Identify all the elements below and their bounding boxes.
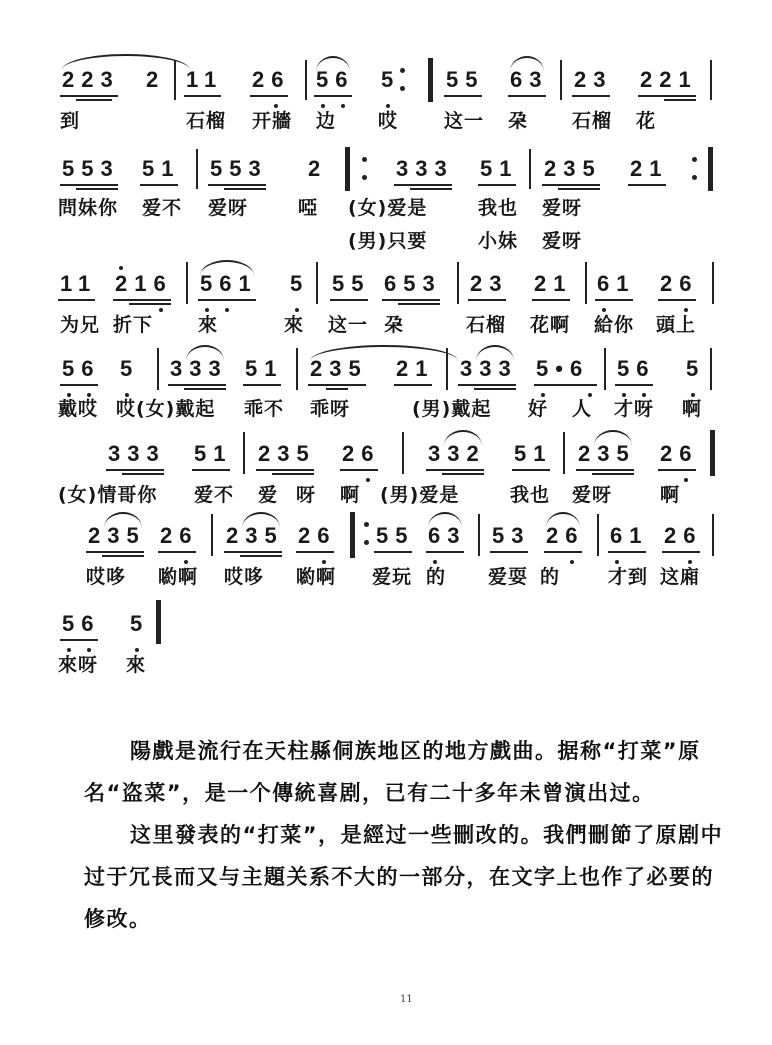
lyric: 來 — [198, 314, 219, 336]
lyric: 花啊 — [530, 314, 571, 336]
commentary — [84, 730, 724, 940]
note-group: 553 — [62, 157, 120, 181]
note-group: 11 — [186, 68, 223, 92]
lyric-alt: 爱呀 — [542, 230, 583, 252]
note-group: 5 — [381, 68, 400, 92]
lyric: 爱呀 — [542, 197, 583, 219]
note-group: 51 — [245, 357, 283, 381]
lyric: 这一 — [444, 110, 485, 132]
note-group: 63 — [428, 524, 466, 548]
note-group: 63 — [510, 68, 548, 92]
note-group: 333 — [396, 157, 454, 181]
lyric: 开牆 — [252, 110, 293, 132]
note-group: 55 — [332, 272, 370, 296]
lyric: 这廂 — [660, 566, 701, 588]
commentary-paragraph-2: 这里發表的“打菜”，是經过一些刪改的。我們刪節了原剧中过于冗長而又与主題关系不大的一部分，在文字上也作了必要的修改。 — [84, 823, 724, 931]
note-group: 653 — [384, 272, 442, 296]
note-group: 235 — [544, 157, 602, 181]
note-group: 61 — [597, 272, 635, 296]
lyric: 爱耍 — [488, 566, 529, 588]
lyric: 的 — [426, 566, 447, 588]
barline — [157, 348, 159, 390]
lyric: 石榴 — [572, 110, 613, 132]
barline — [196, 149, 198, 189]
note-group: 21 — [396, 357, 434, 381]
note-group: 26 — [660, 442, 698, 466]
barline — [446, 348, 448, 390]
barline — [710, 60, 712, 100]
note-group: 2 — [146, 67, 166, 92]
note-group: 26 — [664, 524, 702, 548]
barline — [457, 262, 459, 304]
lyric: 來 — [126, 654, 147, 676]
barline — [243, 432, 245, 474]
lyric: 石榴 — [466, 314, 507, 336]
lyric: 給你 — [594, 314, 635, 336]
lyric: 我也 — [478, 197, 519, 219]
end-barline — [710, 430, 715, 476]
lyric: 乖不 — [244, 398, 285, 420]
lyric: 花 — [636, 110, 657, 132]
lyric: (男)戴起 — [412, 398, 492, 420]
repeat-start-dots — [362, 151, 367, 187]
lyric: 才呀 — [614, 398, 655, 420]
note-group: 23 — [574, 68, 612, 92]
note-group: 53 — [492, 524, 530, 548]
final-barline — [156, 600, 161, 644]
note-group: 51 — [514, 442, 552, 466]
note-group: 61 — [610, 524, 648, 548]
note-group: 26 — [342, 442, 380, 466]
lyric: 哎哆 — [86, 566, 127, 588]
lyric-alt: (男)只要 — [348, 230, 428, 252]
barline — [186, 262, 188, 304]
lyric: 我也 — [510, 484, 551, 506]
note-group: 332 — [428, 442, 486, 466]
page-number: 11 — [400, 994, 413, 1005]
lyric: 朶 — [384, 314, 405, 336]
lyric: 的 — [540, 566, 561, 588]
lyric: 啊 — [660, 484, 681, 506]
barline — [529, 149, 531, 189]
repeat-barline — [350, 512, 355, 558]
lyric: 乖呀 — [310, 398, 351, 420]
lyric: 來 — [284, 314, 305, 336]
lyric: 頭上 — [656, 314, 697, 336]
lyric: 問妹你 — [58, 197, 119, 219]
lyric: 哎 — [378, 110, 399, 132]
lyric: 好 — [528, 398, 549, 420]
lyric: 啞 — [298, 197, 319, 219]
note-group: 2 — [308, 156, 328, 181]
note-group: 21 — [534, 272, 572, 296]
note-group: 235 — [258, 442, 316, 466]
note-group: 51 — [194, 442, 232, 466]
note-group: 56 — [62, 357, 100, 381]
repeat-start-dots — [364, 516, 369, 552]
barline — [296, 348, 298, 390]
lyric: 折下 — [113, 314, 154, 336]
lyric: 朶 — [508, 110, 529, 132]
lyric: 來呀 — [58, 654, 99, 676]
note-group: 5 — [290, 272, 309, 296]
lyric: 为兄 — [60, 314, 101, 336]
barline — [560, 60, 562, 100]
barline — [402, 432, 404, 474]
lyric: 爱呀 — [572, 484, 613, 506]
note-group: 21 — [630, 157, 668, 181]
note-group: 235 — [88, 524, 146, 548]
lyric: 哎(女)戴起 — [116, 398, 216, 420]
repeat-barline — [708, 147, 713, 191]
lyric: 戴哎 — [58, 398, 99, 420]
lyric: 爱不 — [142, 197, 183, 219]
note-group: 51 — [142, 157, 180, 181]
repeat-barline — [428, 58, 433, 102]
barline — [478, 514, 480, 556]
lyric-alt: 小妹 — [478, 230, 519, 252]
lyric: (女)情哥你 — [58, 484, 158, 506]
note-group: 235 — [578, 442, 636, 466]
note-group: 56 — [617, 357, 655, 381]
barline — [305, 60, 307, 100]
barline — [585, 262, 587, 304]
note-group: 216 — [115, 272, 173, 296]
lyric: 爱呀 — [208, 197, 249, 219]
note-group: 26 — [298, 524, 336, 548]
barline — [712, 514, 714, 556]
note-group: 553 — [210, 157, 268, 181]
note-group: 5 — [130, 612, 149, 636]
lyric: 爱 — [258, 484, 279, 506]
note-group: 235 — [310, 357, 368, 381]
note-group: 56 — [316, 68, 354, 92]
barline — [316, 262, 318, 304]
repeat-barline — [345, 147, 350, 191]
barline — [597, 514, 599, 556]
note-group: 235 — [226, 524, 284, 548]
barline — [174, 60, 176, 100]
lyric: 喲啊 — [158, 566, 199, 588]
note-group: 333 — [170, 357, 228, 381]
lyric: 呀 — [296, 484, 317, 506]
note-group: 26 — [546, 524, 584, 548]
lyric: 爱不 — [194, 484, 235, 506]
repeat-end-dots — [400, 62, 405, 98]
lyric: (男)爱是 — [380, 484, 460, 506]
note-group: 223 — [62, 68, 120, 92]
note-group: 5•6 — [536, 357, 589, 381]
lyric: 这一 — [328, 314, 369, 336]
repeat-end-dots — [692, 151, 697, 187]
note-group: 5 — [120, 357, 139, 381]
lyric: 边 — [316, 110, 337, 132]
commentary-paragraph-1: 陽戲是流行在天柱縣侗族地区的地方戲曲。据称“打菜”原名“盗菜”，是一个傳統喜剧，已有二十多年未曾演出过。 — [84, 739, 701, 805]
lyric: 哎哆 — [224, 566, 265, 588]
lyric: 爱玩 — [372, 566, 413, 588]
note-group: 11 — [60, 272, 97, 296]
note-group: 5 — [686, 357, 705, 381]
note-group: 51 — [480, 157, 518, 181]
note-group: 23 — [470, 272, 508, 296]
note-group: 56 — [62, 612, 100, 636]
note-group: 26 — [160, 524, 198, 548]
lyric: 啊 — [682, 398, 703, 420]
lyric: 人 — [572, 398, 593, 420]
lyric: 啊 — [340, 484, 361, 506]
note-group: 333 — [460, 357, 518, 381]
barline — [211, 514, 213, 556]
barline — [710, 348, 712, 390]
lyric: 才到 — [608, 566, 649, 588]
lyric: 喲啊 — [296, 566, 337, 588]
note-group: 561 — [200, 272, 258, 296]
lyric: 到 — [60, 110, 81, 132]
note-group: 26 — [660, 272, 698, 296]
note-group: 26 — [252, 68, 290, 92]
barline — [712, 262, 714, 304]
note-group: 333 — [108, 442, 166, 466]
barline — [604, 348, 606, 390]
lyric: (女)爱是 — [348, 197, 428, 219]
lyric: 石榴 — [186, 110, 227, 132]
note-group: 221 — [640, 68, 698, 92]
note-group: 55 — [376, 524, 414, 548]
barline — [563, 432, 565, 474]
note-group: 55 — [446, 68, 484, 92]
